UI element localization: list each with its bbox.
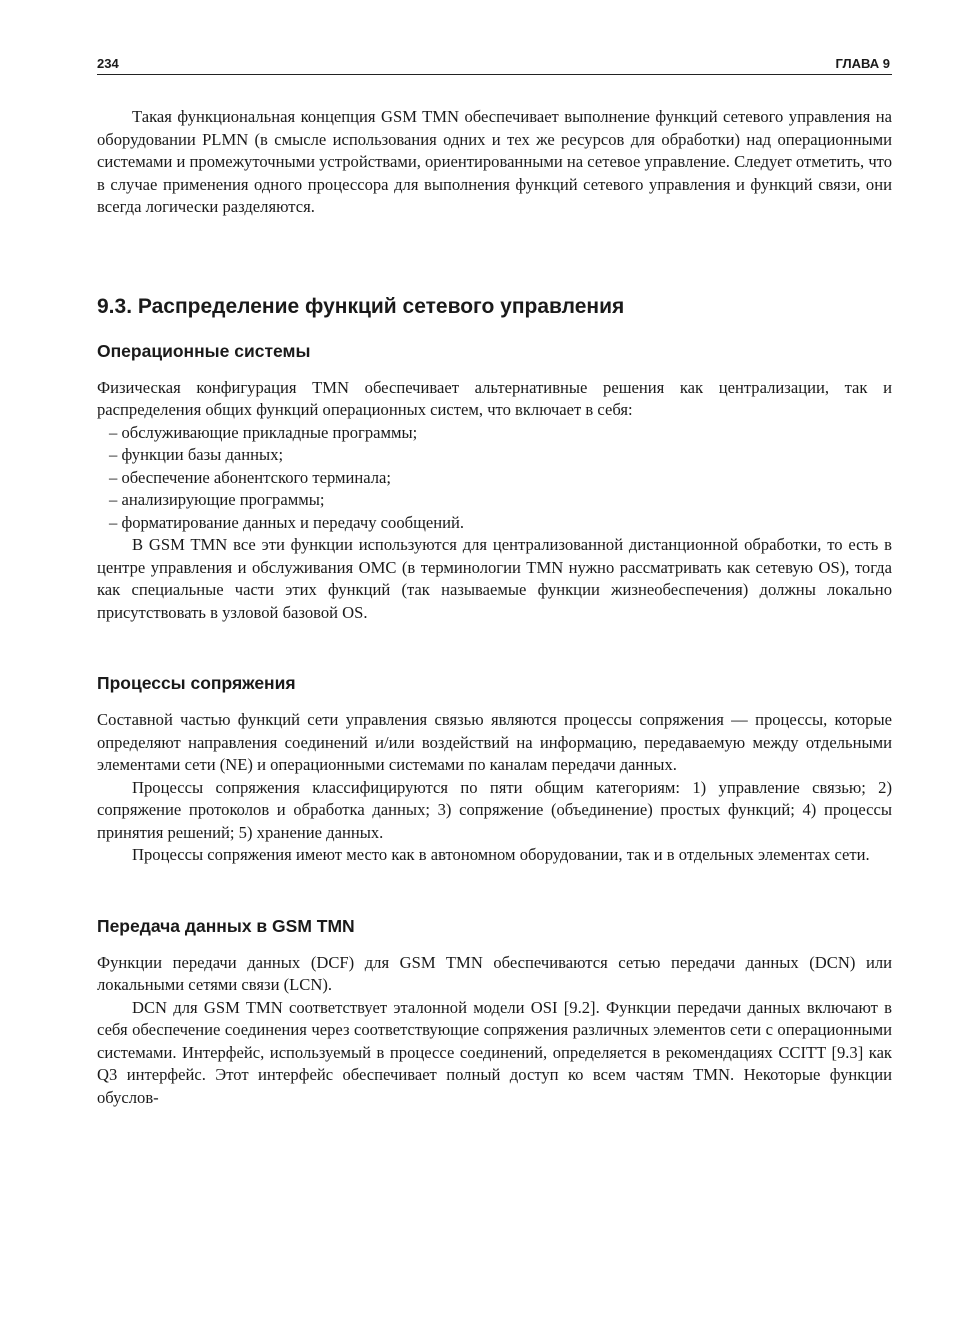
- data-transfer-paragraph-1: Функции передачи данных (DCF) для GSM TMN обеспечиваются сетью передачи данных (DCN) или локальными сетями связи (LCN).: [97, 952, 892, 994]
- os-paragraph-2: В GSM TMN все эти функции используются для централизованной дистанционной обработки, то есть в центре управления и обслуживания OMC (в терминологии TMN нужно рассматривать как сетевую OS), тогда как специальные части этих функций (так называемые функции жизнеобеспечения) должны локально присутствовать в узловой базовой OS.: [97, 535, 892, 622]
- list-item: – анализирующие программы;: [97, 489, 892, 512]
- intro-paragraph: Такая функциональная концепция GSM TMN обеспечивает выполнение функций сетевого управления на оборудовании PLMN (в смысле использования одних и тех же ресурсов для обработки) над операционными системами и промежуточными устройствами, ориентированными на сетевое управление. Следует отметить, что в случае применения одного процессора для выполнения функций сетевого управления и функций связи, они всегда логически разделяются.: [97, 107, 892, 216]
- interworking-paragraph-2: Процессы сопряжения классифицируются по пяти общим категориям: 1) управление связью; 2) сопряжение протоколов и обработка данных; 3) сопряжение (объединение) простых функций; 4) процессы принятия решений; 5) хранение данных.: [97, 777, 892, 842]
- os-function-list: [97, 422, 892, 535]
- chapter-label: ГЛАВА 9: [835, 56, 890, 71]
- list-item: – обслуживающие прикладные программы;: [97, 422, 892, 445]
- running-header: [97, 50, 892, 75]
- list-item: – функции базы данных;: [97, 444, 892, 467]
- subheading-data-transfer: Передача данных в GSM TMN: [97, 915, 355, 936]
- book-page: [97, 50, 892, 1109]
- interworking-paragraph-1: Составной частью функций сети управления связью являются процессы сопряжения — процессы, которые определяют направления соединений и/или воздействий на информацию, передаваемую между отдельными элементами сети (NE) и операционными системами по каналам передачи данных.: [97, 710, 892, 774]
- page-number: 234: [97, 56, 119, 71]
- section-title: 9.3. Распределение функций сетевого управления: [97, 294, 625, 318]
- os-paragraph-1: Физическая конфигурация TMN обеспечивает альтернативные решения как централизации, так и распределения общих функций операционных систем, что включает в себя:: [97, 377, 892, 419]
- subheading-interworking: Процессы сопряжения: [97, 673, 296, 693]
- interworking-paragraph-3: Процессы сопряжения имеют место как в автономном оборудовании, так и в отдельных элементах сети.: [132, 845, 870, 864]
- data-transfer-paragraph-2: DCN для GSM TMN соответствует эталонной модели OSI [9.2]. Функции передачи данных включают в себя обеспечение соединения через соответствующие сопряжения различных элементов сети с операционными системами. Интерфейс, используемый в процессе соединений, определяется в рекомендациях CCITT [9.3] как Q3 интерфейс. Этот интерфейс обеспечивает полный доступ ко всем частям TMN. Некоторые функции обуслов-: [97, 997, 892, 1107]
- subheading-operating-systems: Операционные системы: [97, 340, 311, 361]
- list-item: – обеспечение абонентского терминала;: [97, 467, 892, 490]
- list-item: – форматирование данных и передачу сообщений.: [97, 512, 892, 535]
